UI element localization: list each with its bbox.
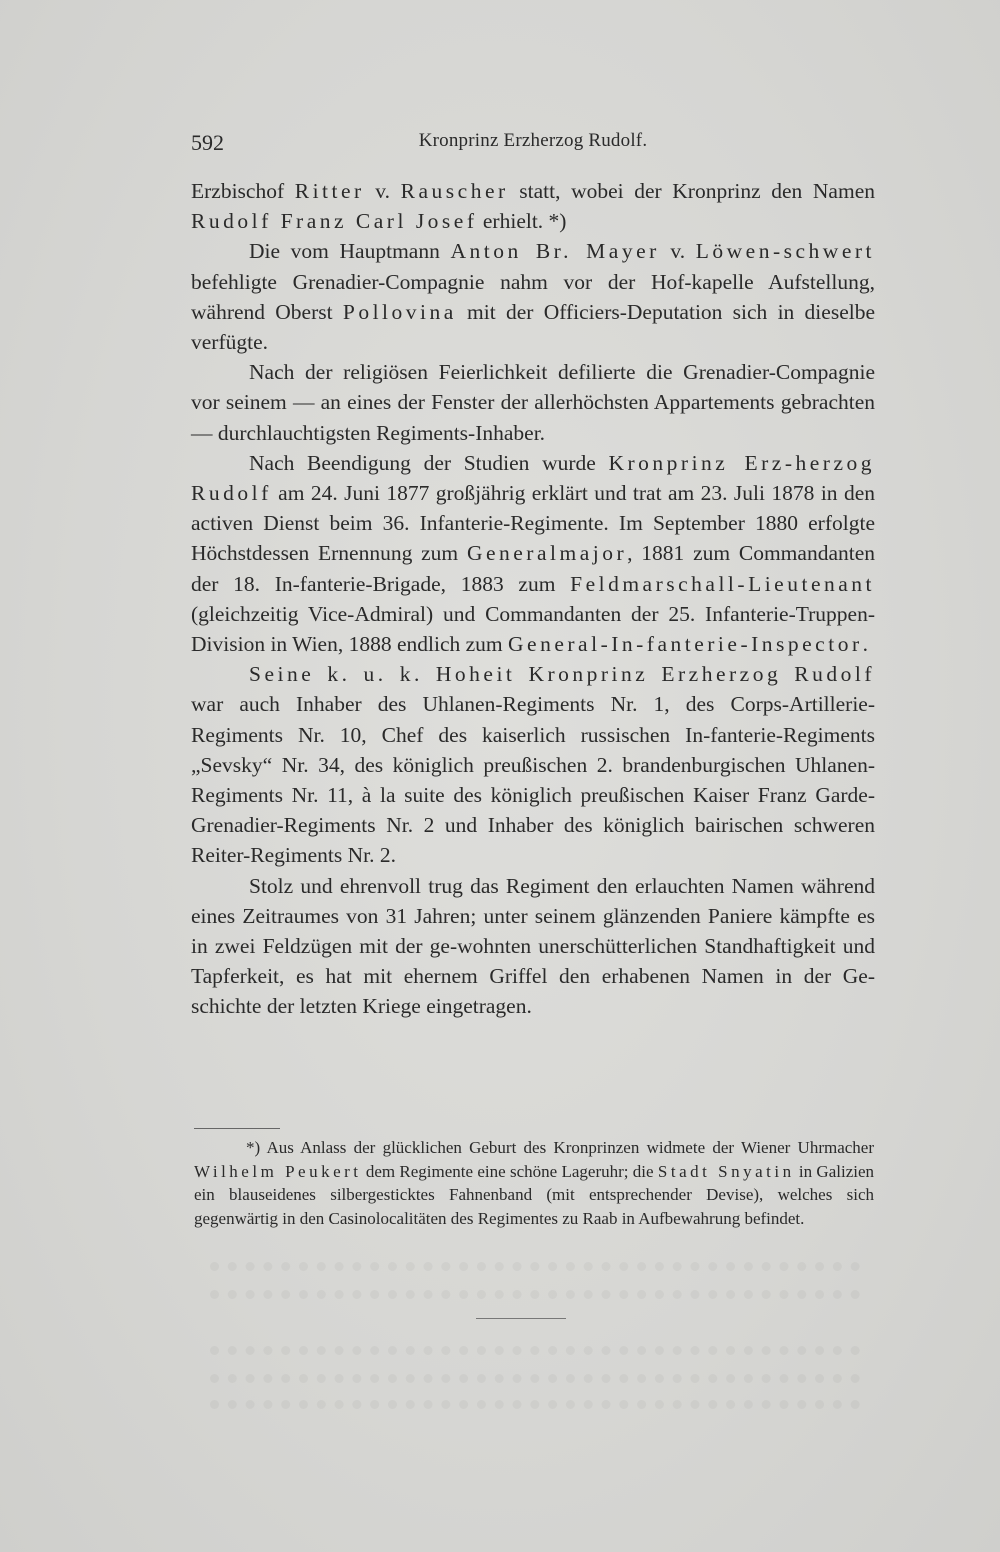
footnote-text — [194, 1136, 874, 1230]
spaced-name: Generalmajor — [466, 541, 628, 566]
text-run: . — [862, 632, 868, 657]
page-number: 592 — [191, 130, 224, 155]
body-text — [191, 176, 875, 1022]
spaced-name: Stadt Snyatin — [657, 1161, 795, 1181]
spaced-name: Feldmarschall-Lieutenant — [570, 571, 875, 596]
text-run: dem Regimente eine schöne Lageruhr; die — [361, 1161, 658, 1181]
text-run: am 24. Juni 1877 großjährig erklärt und trat am 23. Juli 1878 in den activen Dienst beim 36. Infanterie-Regimente. Im September 1880 erfolgte Höchstdessen Ernennung zum — [191, 481, 875, 566]
spaced-name: Seine k. u. k. Hoheit Kronprinz Erzherzog Rudolf — [249, 662, 875, 687]
text-run: v. — [364, 179, 401, 203]
paragraph-4 — [191, 448, 875, 659]
text-run: , 1881 zum Commandanten der 18. In-fanterie-Brigade, 1883 zum — [191, 541, 875, 596]
bleed-through-line — [210, 1400, 860, 1409]
spaced-name: General-In-fanterie-Inspector — [508, 632, 863, 657]
page-header — [191, 122, 875, 158]
paragraph-1 — [191, 176, 875, 236]
paragraph-5 — [191, 659, 875, 870]
running-title: Kronprinz Erzherzog Rudolf. — [418, 130, 648, 151]
text-run: mit der Officiers-Deputation sich in dieselbe verfügte. — [191, 299, 875, 355]
spaced-name: Kronprinz Erz-herzog Rudolf — [191, 450, 876, 506]
end-divider — [476, 1318, 566, 1319]
bleed-through-line — [210, 1346, 860, 1355]
text-run: in Galizien ein blauseidenes silbergesticktes Fahnenband (mit entsprechender Devise), welches sich gegenwärtig in den Casinolocalitäten des Regimentes zu Raab in Aufbewahrung befindet. — [194, 1161, 875, 1228]
text-run: statt, wobei der Kronprinz den Namen — [508, 179, 875, 203]
text-run: *) Aus Anlass der glücklichen Geburt des Kronprinzen widmete der Wiener Uhrmacher — [246, 1138, 874, 1157]
spaced-name: Löwen-schwert — [695, 239, 875, 264]
paragraph-2 — [191, 236, 875, 357]
paragraph-6: Stolz und ehrenvoll trug das Regiment den erlauchten Namen während eines Zeitraumes von 31 Jahren; unter seinem glänzenden Paniere kämpfte es in zwei Feldzügen mit der ge-wohnten unerschütterlichen Standhaftigkeit und Tapferkeit, es hat mit ehernem Griffel den erhabenen Namen in der Ge-schichte der letzten Kriege eingetragen. — [191, 873, 875, 1019]
spaced-name: Ritter — [294, 179, 365, 203]
text-run: Erzbischof — [191, 179, 295, 203]
spaced-name: Rauscher — [400, 179, 509, 203]
bleed-through-line — [210, 1374, 860, 1383]
spaced-name: Pollovina — [342, 299, 457, 324]
text-run: Nach Beendigung der Studien wurde — [249, 450, 609, 475]
paragraph-3: Nach der religiösen Feierlichkeit defilierte die Grenadier-Compagnie vor seinem — an eines der Fenster der allerhöchsten Appartements gebrachten — durchlauchtigsten Regiments-Inhaber. — [191, 360, 875, 445]
bleed-through-line — [210, 1262, 860, 1271]
bleed-through-line — [210, 1290, 860, 1299]
text-run: befehligte Grenadier-Compagnie nahm vor der Hof-kapelle Aufstellung, während Oberst — [191, 269, 875, 324]
text-run: v. — [659, 239, 696, 264]
footnote-divider — [194, 1128, 280, 1129]
spaced-name: Rudolf Franz Carl Josef — [191, 209, 478, 234]
text-run: erhielt. *) — [477, 209, 567, 234]
text-run: war auch Inhaber des Uhlanen-Regiments Nr. 1, des Corps-Artillerie-Regiments Nr. 10, Chef des kaiserlich russischen In-fanterie-Regiments „Sevsky“ Nr. 34, des königlich preußischen 2. brandenburgischen Uhlanen-Regiments Nr. 11, à la suite des königlich preußischen Kaiser Franz Garde-Grenadier-Regiments Nr. 2 und Inhaber des königlich bairischen schweren Reiter-Regiments Nr. 2. — [191, 692, 875, 868]
text-run: Die vom Hauptmann — [249, 239, 451, 264]
text-run: (gleichzeitig Vice-Admiral) und Commandanten der 25. Infanterie-Truppen-Division in Wien, 1888 endlich zum — [191, 601, 875, 657]
spaced-name: Wilhelm Peukert — [194, 1161, 362, 1181]
footnote — [194, 1136, 874, 1230]
spaced-name: Anton Br. Mayer — [450, 239, 660, 264]
